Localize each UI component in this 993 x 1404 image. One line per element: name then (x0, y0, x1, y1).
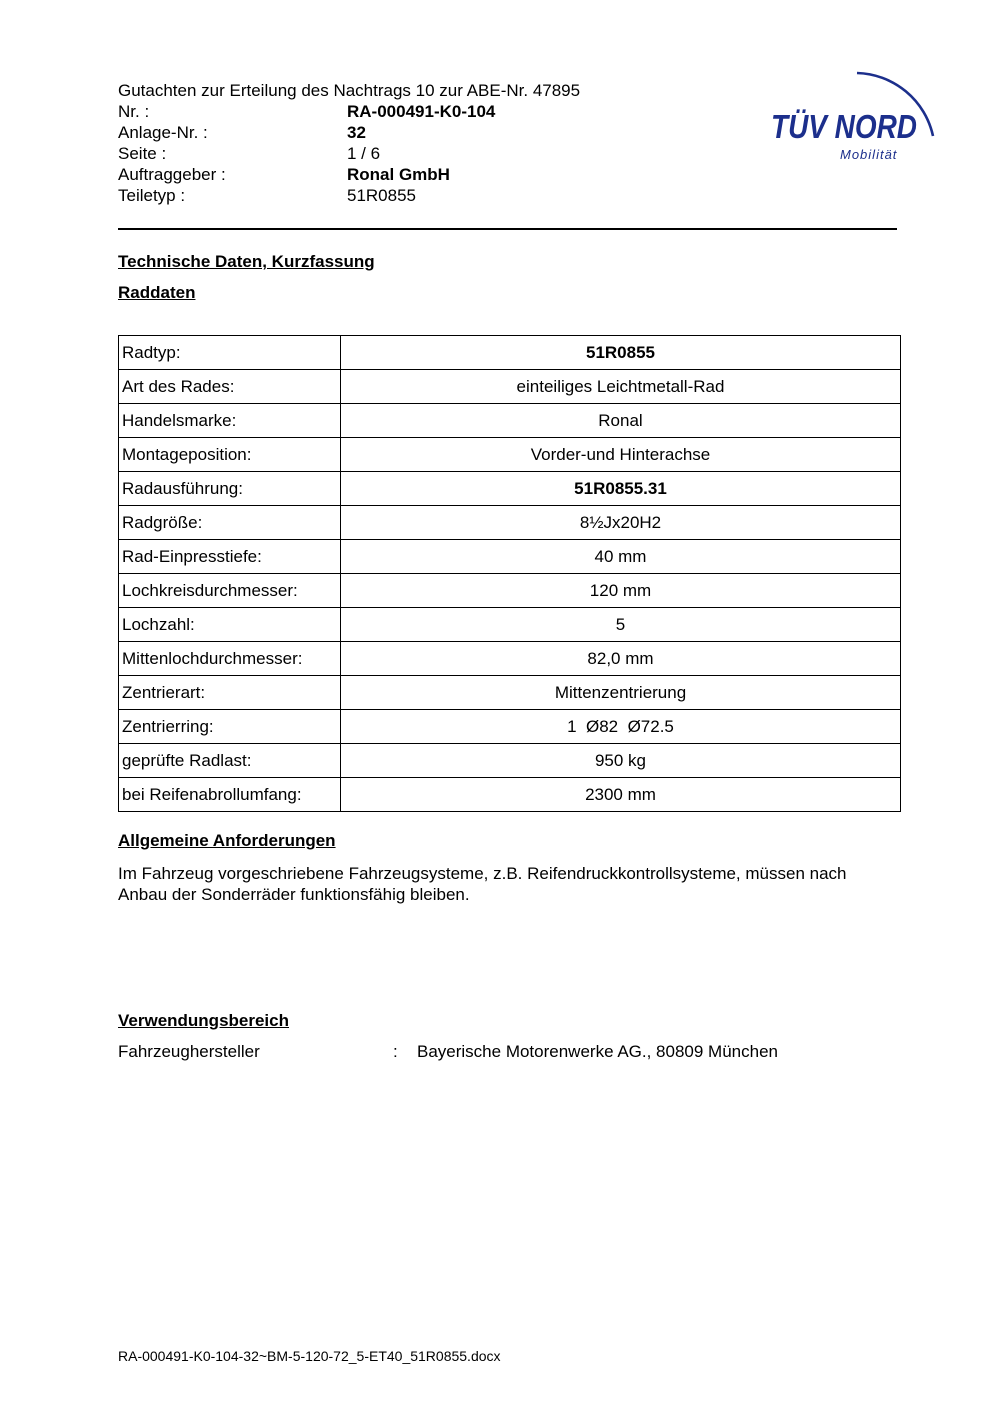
logo-sub-text: Mobilität (840, 147, 898, 162)
header-row-nr (118, 101, 678, 122)
table-key: Lochkreisdurchmesser: (119, 574, 341, 608)
footer-filename: RA-000491-K0-104-32~BM-5-120-72_5-ET40_51R0855.docx (118, 1348, 501, 1364)
table-row (119, 540, 901, 574)
table-row (119, 370, 901, 404)
table-value: einteiliges Leichtmetall-Rad (341, 370, 901, 404)
table-key: Radtyp: (119, 336, 341, 370)
header-row-anlage (118, 122, 678, 143)
table-key: Art des Rades: (119, 370, 341, 404)
logo-brand-text: TÜV NORD (771, 108, 917, 145)
table-value: 120 mm (341, 574, 901, 608)
table-row (119, 336, 901, 370)
table-row (119, 438, 901, 472)
section-title-allgemein: Allgemeine Anforderungen (118, 831, 336, 850)
table-value: 51R0855.31 (341, 472, 901, 506)
header-label-teiletyp: Teiletyp : (118, 186, 186, 205)
header-label-anlage: Anlage-Nr. : (118, 123, 208, 142)
table-key: Zentrierart: (119, 676, 341, 710)
section-title-raddaten: Raddaten (118, 283, 196, 302)
table-row (119, 574, 901, 608)
table-key: geprüfte Radlast: (119, 744, 341, 778)
table-row (119, 778, 901, 812)
table-row (119, 608, 901, 642)
table-row (119, 404, 901, 438)
table-value: Ronal (341, 404, 901, 438)
header-value-seite: 1 / 6 (347, 144, 381, 163)
header-row-seite (118, 143, 678, 164)
header-value-teiletyp: 51R0855 (347, 186, 417, 205)
table-value: 82,0 mm (341, 642, 901, 676)
table-key: Mittenlochdurchmesser: (119, 642, 341, 676)
table-row (119, 710, 901, 744)
header-title: Gutachten zur Erteilung des Nachtrags 10 zur ABE-Nr. 47895 (118, 81, 581, 100)
table-row (119, 642, 901, 676)
table-value: Vorder-und Hinterachse (341, 438, 901, 472)
table-key: bei Reifenabrollumfang: (119, 778, 341, 812)
header-row-auftraggeber (118, 164, 678, 185)
table-value: 5 (341, 608, 901, 642)
table-value: 40 mm (341, 540, 901, 574)
usage-row (118, 1042, 778, 1062)
section-title-verwendung: Verwendungsbereich (118, 1011, 289, 1030)
header-label-auftraggeber: Auftraggeber : (118, 165, 226, 184)
header-value-auftraggeber: Ronal GmbH (347, 165, 450, 184)
table-row (119, 472, 901, 506)
document-header (118, 80, 678, 206)
table-key: Handelsmarke: (119, 404, 341, 438)
header-divider (118, 228, 897, 230)
header-row-teiletyp (118, 185, 678, 206)
header-value-anlage: 32 (347, 123, 366, 142)
table-key: Montageposition: (119, 438, 341, 472)
table-value: 950 kg (341, 744, 901, 778)
allgemein-paragraph: Im Fahrzeug vorgeschriebene Fahrzeugsysteme, z.B. Reifendruckkontrollsysteme, müssen nach Anbau der Sonderräder funktionsfähig bleiben. (118, 864, 847, 904)
wheel-data-table (118, 335, 901, 812)
table-value: 2300 mm (341, 778, 901, 812)
table-value: 51R0855 (341, 336, 901, 370)
table-row (119, 744, 901, 778)
table-key: Rad-Einpresstiefe: (119, 540, 341, 574)
usage-value: Bayerische Motorenwerke AG., 80809 München (417, 1042, 778, 1061)
table-row (119, 506, 901, 540)
usage-key: Fahrzeughersteller (118, 1042, 260, 1061)
table-key: Radgröße: (119, 506, 341, 540)
section-title-tech: Technische Daten, Kurzfassung (118, 252, 375, 271)
usage-colon: : (393, 1042, 398, 1061)
table-key: Lochzahl: (119, 608, 341, 642)
header-label-nr: Nr. : (118, 102, 150, 121)
table-value: Mittenzentrierung (341, 676, 901, 710)
table-value: 8½Jx20H2 (341, 506, 901, 540)
table-key: Radausführung: (119, 472, 341, 506)
header-value-nr: RA-000491-K0-104 (347, 102, 496, 121)
table-row (119, 676, 901, 710)
table-value: 1 Ø82 Ø72.5 (341, 710, 901, 744)
table-key: Zentrierring: (119, 710, 341, 744)
header-label-seite: Seite : (118, 144, 167, 163)
tuv-nord-logo (765, 58, 950, 168)
